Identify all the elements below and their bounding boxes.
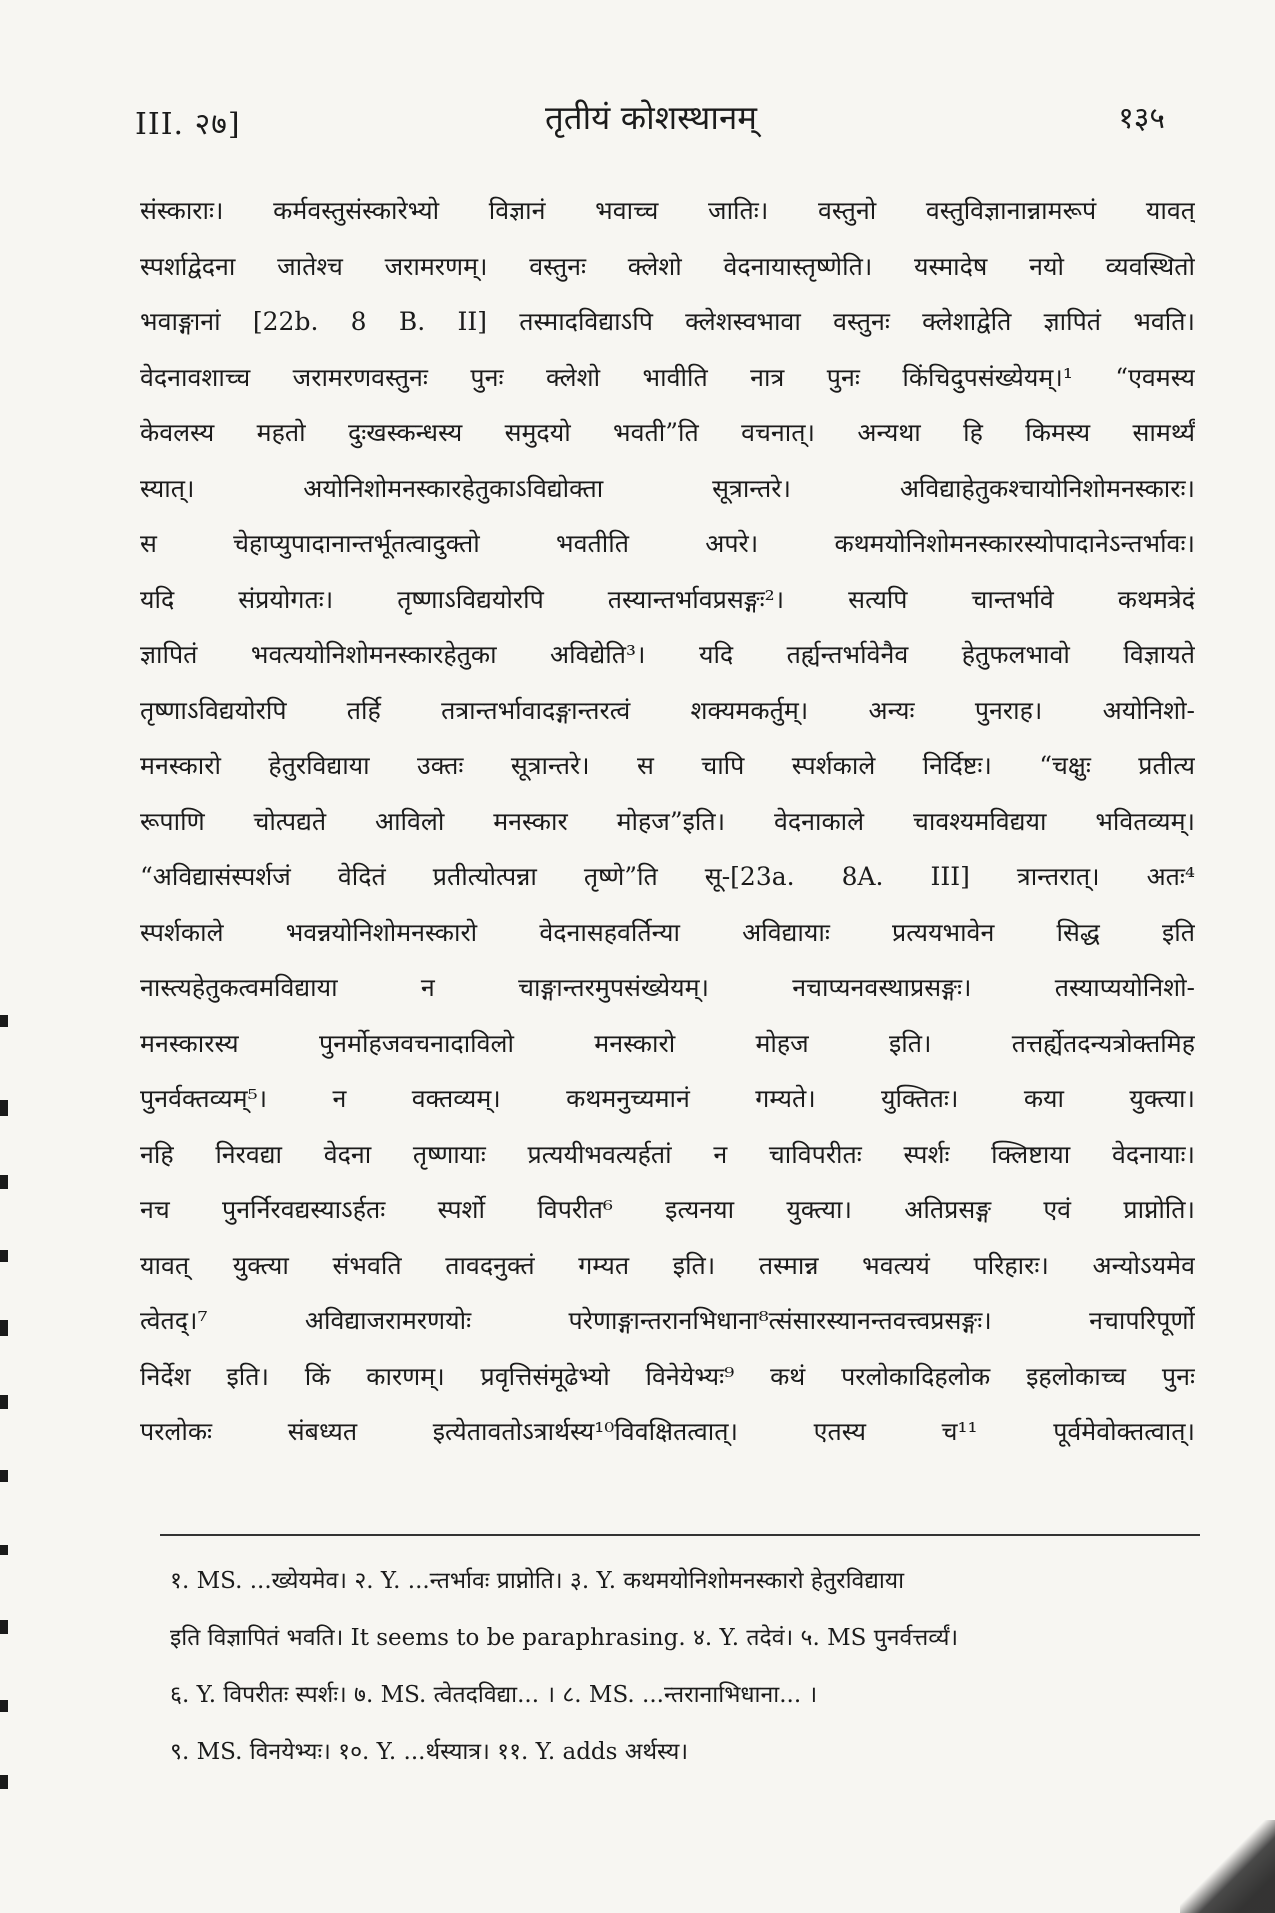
text-line: स चेहाप्युपादानान्तर्भूतत्वादुक्तो भवतीति अपरे। कथमयोनिशोमनस्कारस्योपादानेऽन्तर्भावः। xyxy=(140,529,1195,558)
text-line: वेदनावशाच्च जरामरणवस्तुनः पुनः क्लेशो भावीति नात्र पुनः किंचिदुपसंख्येयम्।¹ “एवमस्य xyxy=(140,362,1195,392)
text-line: यावत् युक्त्या संभवति तावदनुक्तं गम्यत इति। तस्मान्न भवत्ययं परिहारः। अन्योऽयमेव xyxy=(140,1250,1195,1280)
corner-smudge xyxy=(1180,1820,1275,1913)
footnote-line: इति विज्ञापितं भवति। It seems to be paraphrasing. ४. Y. तदेवं। ५. MS पुनर्वत्तर्व्यं। xyxy=(170,1625,959,1651)
text-line: निर्देश इति। किं कारणम्। प्रवृत्तिसंमूढेभ्यो विनेयेभ्यः⁹ कथं परलोकादिहलोक इहलोकाच्च पुनः xyxy=(140,1361,1195,1391)
footnotes xyxy=(170,1553,1210,1781)
text-line: स्पर्शाद्वेदना जातेश्च जरामरणम्। वस्तुनः क्लेशो वेदनायास्तृष्णेति। यस्मादेष नयो व्यवस्थितो xyxy=(140,251,1195,281)
text-line: “अविद्यासंस्पर्शजं वेदितं प्रतीत्योत्पन्ना तृष्णे”ति सू-[23a. 8A. III] त्रान्तरात्। अतः⁴ xyxy=(140,862,1195,891)
text-line: पुनर्वक्तव्यम्⁵। न वक्तव्यम्। कथमनुच्यमानं गम्यते। युक्तितः। कया युक्त्या। xyxy=(140,1084,1195,1113)
footnote-line: ६. Y. विपरीतः स्पर्शः। ७. MS. त्वेतदविद्या... । ८. MS. ...न्तरानाभिधाना... । xyxy=(170,1682,818,1708)
text-line: केवलस्य महतो दुःखस्कन्धस्य समुदयो भवती”ति वचनात्। अन्यथा हि किमस्य सामर्थ्यं xyxy=(140,418,1195,447)
footnote-line: १. MS. ...ख्येयमेव। २. Y. ...न्तर्भावः प्राप्नोति। ३. Y. कथमयोनिशोमनस्कारो हेतुरविद्याया xyxy=(170,1568,905,1594)
text-line: नच पुनर्निरवद्यस्याऽर्हतः स्पर्शो विपरीत⁶ इत्यनया युक्त्या। अतिप्रसङ्ग एवं प्राप्नोति। xyxy=(140,1195,1195,1224)
text-line: यदि संप्रयोगतः। तृष्णाऽविद्ययोरपि तस्यान्तर्भावप्रसङ्गः²। सत्यपि चान्तर्भावे कथमत्रेदं xyxy=(140,584,1195,614)
text-line: स्पर्शकाले भवन्नयोनिशोमनस्कारो वेदनासहवर्तिन्या अविद्यायाः प्रत्ययभावेन सिद्ध इति xyxy=(140,917,1195,947)
text-line: भवाङ्गानां [22b. 8 B. II] तस्मादविद्याऽपि क्लेशस्वभावा वस्तुनः क्लेशाद्वेति ज्ञापितं भवति। xyxy=(140,307,1195,336)
main-text xyxy=(140,183,1195,1460)
footnote-line: ९. MS. विनयेभ्यः। १०. Y. ...र्थस्यात्र। ११. Y. adds अर्थस्य। xyxy=(170,1739,689,1765)
left-margin-artifacts xyxy=(0,0,12,1913)
footnote-separator xyxy=(160,1534,1200,1536)
running-header xyxy=(135,88,1165,148)
text-line: रूपाणि चोत्पद्यते आविलो मनस्कार मोहज”इति। वेदनाकाले चावश्यमविद्यया भवितव्यम्। xyxy=(140,806,1195,836)
text-line: तृष्णाऽविद्ययोरपि तर्हि तत्रान्तर्भावादङ्गान्तरत्वं शक्यमकर्तुम्। अन्यः पुनराह। अयोनिशो- xyxy=(140,695,1195,725)
page-number: १३५ xyxy=(1118,101,1165,136)
text-line: संस्काराः। कर्मवस्तुसंस्कारेभ्यो विज्ञानं भवाच्च जातिः। वस्तुनो वस्तुविज्ञानान्नामरूपं यावत् xyxy=(140,196,1195,225)
text-line: मनस्कारो हेतुरविद्याया उक्तः सूत्रान्तरे। स चापि स्पर्शकाले निर्दिष्टः। “चक्षुः प्रतीत्य xyxy=(140,751,1195,780)
text-line: त्वेतद्।⁷ अविद्याजरामरणयोः परेणाङ्गान्तरानभिधाना⁸त्संसारस्यानन्तवत्त्वप्रसङ्गः। नचापरिपूर्णो xyxy=(140,1306,1195,1335)
text-line: ज्ञापितं भवत्ययोनिशोमनस्कारहेतुका अविद्येति³। यदि तर्ह्यन्तर्भावेनैव हेतुफलभावो विज्ञायते xyxy=(140,640,1195,669)
section-reference: III. २७] xyxy=(135,107,241,142)
text-line: नहि निरवद्या वेदना तृष्णायाः प्रत्ययीभवत्यर्हतां न चाविपरीतः स्पर्शः क्लिष्टाया वेदनायाः। xyxy=(140,1139,1195,1169)
text-line: मनस्कारस्य पुनर्मोहजवचनादाविलो मनस्कारो मोहज इति। तत्तर्ह्येतदन्यत्रोक्तमिह xyxy=(140,1028,1195,1058)
text-line: परलोकः संबध्यत इत्येतावतोऽत्रार्थस्य¹⁰विवक्षितत्वात्। एतस्य च¹¹ पूर्वमेवोक्तत्वात्। xyxy=(140,1417,1195,1446)
text-line: स्यात्। अयोनिशोमनस्कारहेतुकाऽविद्योक्ता सूत्रान्तरे। अविद्याहेतुकश्चायोनिशोमनस्कारः। xyxy=(140,473,1195,503)
text-line: नास्त्यहेतुकत्वमविद्याया न चाङ्गान्तरमुपसंख्येयम्। नचाप्यनवस्थाप्रसङ्गः। तस्याप्ययोनिशो- xyxy=(140,973,1195,1002)
chapter-title: तृतीयं कोशस्थानम् xyxy=(545,98,757,137)
